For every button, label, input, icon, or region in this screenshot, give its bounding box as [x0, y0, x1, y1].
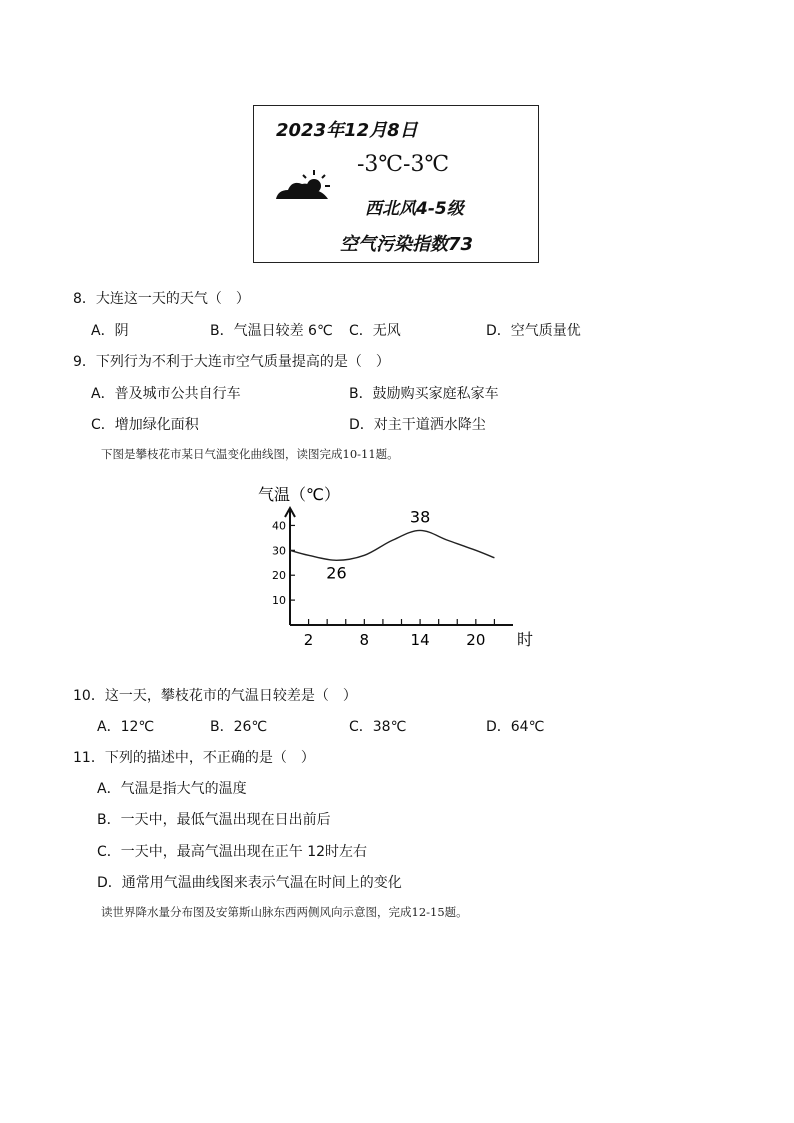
question-9-option-c: C．增加绿化面积	[91, 417, 199, 433]
question-8-option-d: D．空气质量优	[486, 323, 581, 339]
chart-y-axis-label: 气温（℃）	[258, 485, 340, 504]
chart-x-tick-label: 8	[359, 631, 370, 649]
chart-data-label: 26	[326, 563, 347, 583]
chart-y-tick-label: 40	[272, 519, 286, 533]
question-8-option-b: B．气温日较差 6℃	[210, 323, 333, 339]
sun-behind-cloud-icon	[274, 166, 334, 206]
weather-temperature: -3℃-3℃	[357, 152, 450, 177]
question-8-option-c: C．无风	[349, 323, 401, 339]
chart-x-axis-label: 时	[517, 630, 534, 649]
temperature-chart	[250, 478, 550, 653]
question-10-stem: 10．这一天，攀枝花市的气温日较差是（ ）	[73, 688, 357, 704]
chart-y-tick-label: 10	[272, 594, 286, 608]
question-10-option-a: A．12℃	[97, 719, 155, 735]
weather-card	[253, 105, 539, 263]
question-9-stem: 9．下列行为不利于大连市空气质量提高的是（ ）	[73, 354, 390, 370]
question-9-option-a: A．普及城市公共自行车	[91, 386, 241, 402]
question-9-option-b: B．鼓励购买家庭私家车	[349, 386, 499, 402]
question-11-stem: 11．下列的描述中，不正确的是（ ）	[73, 750, 315, 766]
chart-data-label: 38	[409, 507, 431, 527]
chart-x-tick-label: 20	[466, 631, 486, 649]
question-9-option-d: D．对主干道洒水降尘	[349, 417, 486, 433]
question-8-stem: 8．大连这一天的天气（ ）	[73, 291, 250, 307]
chart-x-tick-label: 2	[303, 631, 314, 649]
chart-x-tick-label: 14	[410, 631, 430, 649]
temperature-curve	[290, 530, 494, 560]
question-10-option-b: B．26℃	[210, 719, 268, 735]
weather-wind: 西北风4-5级	[365, 199, 464, 219]
intro-12-15: 读世界降水量分布图及安第斯山脉东西两侧风向示意图，完成12-15题。	[101, 905, 468, 919]
question-11-option-a: A．气温是指大气的温度	[97, 781, 247, 797]
question-11-option-b: B．一天中，最低气温出现在日出前后	[97, 812, 331, 828]
question-10-option-d: D．64℃	[486, 719, 545, 735]
question-11-option-c: C．一天中，最高气温出现在正午 12时左右	[97, 844, 368, 860]
chart-y-tick-label: 20	[272, 569, 286, 583]
weather-date: 2023年12月8日	[276, 120, 418, 141]
chart-y-tick-label: 30	[272, 544, 286, 558]
question-11-option-d: D．通常用气温曲线图来表示气温在时间上的变化	[97, 875, 402, 891]
question-10-option-c: C．38℃	[349, 719, 407, 735]
question-8-option-a: A．阴	[91, 323, 129, 339]
intro-10-11: 下图是攀枝花市某日气温变化曲线图，读图完成10-11题。	[101, 447, 399, 461]
weather-air-quality: 空气污染指数73	[340, 234, 474, 255]
